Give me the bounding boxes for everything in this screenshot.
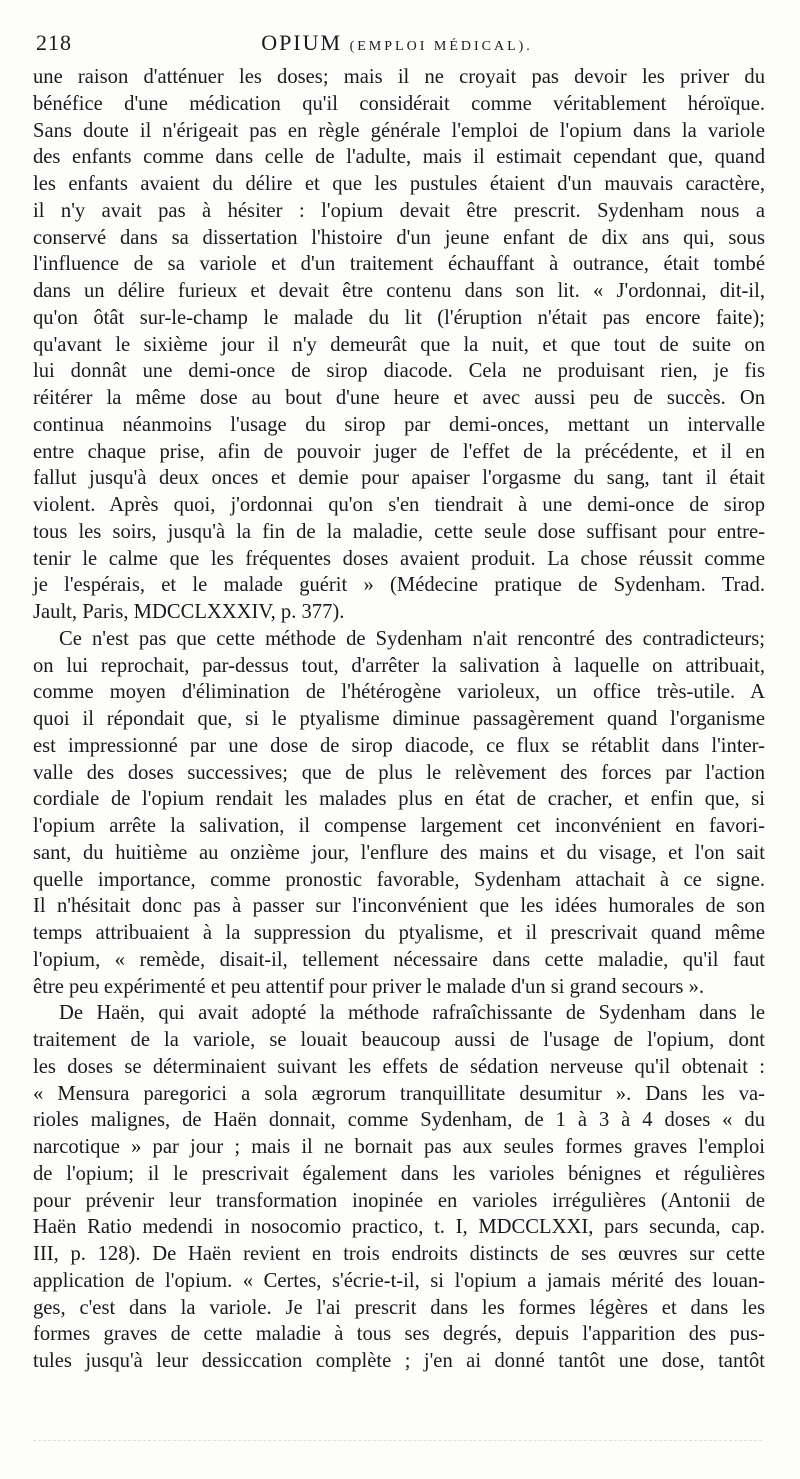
- text-line: qu'avant le sixième jour il n'y demeurât que la nuit, et que tout de suite on: [33, 333, 765, 356]
- text-line: qu'on ôtât sur-le-champ le malade du lit (l'éruption n'était pas encore faite);: [33, 306, 765, 329]
- body-text: [33, 64, 765, 1375]
- text-line: être peu expérimenté et peu attentif pour priver le malade d'un si grand secours ».: [33, 975, 705, 998]
- text-line: Sans doute il n'érigeait pas en règle générale l'emploi de l'opium dans la variole: [33, 119, 765, 142]
- text-line: quelle importance, comme pronostic favorable, Sydenham attachait à ce signe.: [33, 868, 765, 891]
- text-line: Jault, Paris, MDCCLXXXIV, p. 377).: [33, 601, 345, 623]
- text-line: bénéfice d'une médication qu'il considérait comme véritablement héroïque.: [33, 92, 765, 115]
- text-line: Ce n'est pas que cette méthode de Sydenham n'ait rencontré des contradicteurs;: [59, 627, 765, 650]
- text-line: « Mensura paregorici a sola ægrorum tranquillitate desumitur ». Dans les va-: [33, 1082, 765, 1105]
- text-line: il n'y avait pas à hésiter : l'opium devait être prescrit. Sydenham nous a: [33, 199, 765, 222]
- text-line: réitérer la même dose au bout d'une heure et avec aussi peu de succès. On: [33, 387, 765, 409]
- running-head: [32, 30, 762, 56]
- page-bottom-scan-noise: [33, 1440, 762, 1451]
- text-line: l'opium arrête la salivation, il compense largement cet inconvénient en favori-: [33, 815, 765, 837]
- text-line: De Haën, qui avait adopté la méthode rafraîchissante de Sydenham dans le: [59, 1002, 765, 1025]
- text-line: pour prévenir leur transformation inopinée en varioles irrégulières (Antonii de: [33, 1189, 765, 1212]
- text-line: narcotique » par jour ; mais il ne bornait pas aux seules formes graves l'emploi: [33, 1136, 765, 1158]
- text-line: entre chaque prise, afin de pouvoir juger de l'effet de la précédente, et il en: [33, 440, 765, 463]
- text-line: les enfants avaient du délire et que les pustules étaient d'un mauvais caractère,: [33, 173, 765, 195]
- text-line: sant, du huitième au onzième jour, l'enflure des mains et du visage, et l'on sait: [33, 841, 765, 864]
- text-line: de l'opium; il le prescrivait également dans les varioles bénignes et régulières: [33, 1162, 765, 1185]
- text-line: traitement de la variole, se louait beaucoup aussi de l'usage de l'opium, dont: [33, 1029, 765, 1051]
- text-line: ges, c'est dans la variole. Je l'ai prescrit dans les formes légères et dans les: [33, 1296, 765, 1319]
- text-line: est impressionné par une dose de sirop diacode, ce flux se rétablit dans l'inter-: [33, 734, 765, 757]
- text-line: les doses se déterminaient suivant les effets de sédation nerveuse qu'il obtenait :: [33, 1055, 765, 1078]
- text-line: dans un délire furieux et devait être contenu dans son lit. « J'ordonnai, dit-il,: [33, 280, 765, 302]
- text-line: violent. Après quoi, j'ordonnai qu'on s'en tiendrait à une demi-once de sirop: [33, 494, 765, 516]
- text-line: rioles malignes, de Haën donnait, comme Sydenham, de 1 à 3 à 4 doses « du: [33, 1109, 765, 1132]
- text-line: III, p. 128). De Haën revient en trois endroits distincts de ses œuvres sur cette: [33, 1243, 765, 1265]
- text-line: l'influence de sa variole et d'un traitement échauffant à outrance, était tombé: [33, 253, 765, 276]
- text-line: valle des doses successives; que de plus le relèvement des forces par l'action: [33, 761, 765, 784]
- text-line: Haën Ratio medendi in nosocomio practico, t. I, MDCCLXXI, pars secunda, cap.: [33, 1216, 765, 1239]
- text-line: comme moyen d'élimination de l'hétérogène varioleux, un office très-utile. A: [33, 681, 765, 704]
- text-line: une raison d'atténuer les doses; mais il ne croyait pas devoir les priver du: [33, 66, 765, 88]
- text-line: quoi il répondait que, si le ptyalisme diminue passagèrement quand l'organisme: [33, 708, 765, 730]
- text-line: continua néanmoins l'usage du sirop par demi-onces, mettant un intervalle: [33, 413, 765, 436]
- text-line: cordiale de l'opium rendait les malades plus en état de cracher, et enfin que, si: [33, 788, 765, 811]
- page-header: [32, 28, 762, 60]
- page-number: 218: [36, 30, 72, 55]
- text-line: Il n'hésitait donc pas à passer sur l'inconvénient que les idées humorales de son: [33, 895, 765, 918]
- text-line: des enfants comme dans celle de l'adulte, mais il estimait cependant que, quand: [33, 146, 765, 169]
- text-line: je l'espérais, et le malade guérit » (Médecine pratique de Sydenham. Trad.: [33, 574, 765, 597]
- text-line: application de l'opium. « Certes, s'écrie-t-il, si l'opium a jamais mérité des louan-: [33, 1269, 765, 1292]
- text-line: on lui reprochait, par-dessus tout, d'arrêter la salivation à laquelle on attribuait,: [33, 654, 765, 677]
- text-line: lui donnât une demi-once de sirop diacode. Cela ne produisant rien, je fis: [33, 360, 765, 383]
- text-line: tenir le calme que les fréquentes doses avaient produit. La chose réussit comme: [33, 547, 765, 570]
- text-line: tules jusqu'à leur dessiccation complète ; j'en ai donné tantôt une dose, tantôt: [33, 1350, 765, 1372]
- running-head-title: OPIUM: [261, 30, 343, 55]
- running-head-subtitle: (EMPLOI MÉDICAL).: [349, 39, 533, 54]
- text-line: temps attribuaient à la suppression du ptyalisme, et il prescrivait quand même: [33, 922, 765, 944]
- text-line: tous les soirs, jusqu'à la fin de la maladie, cette seule dose suffisant pour entre-: [33, 520, 765, 543]
- text-line: l'opium, « remède, disait-il, tellement nécessaire dans cette maladie, qu'il faut: [33, 948, 765, 971]
- text-line: fallut jusqu'à deux onces et demie pour apaiser l'orgasme du sang, tant il était: [33, 467, 765, 490]
- text-line: formes graves de cette maladie à tous ses degrés, depuis l'apparition des pus-: [33, 1323, 765, 1346]
- text-line: conservé dans sa dissertation l'histoire d'un jeune enfant de dix ans qui, sous: [33, 226, 765, 249]
